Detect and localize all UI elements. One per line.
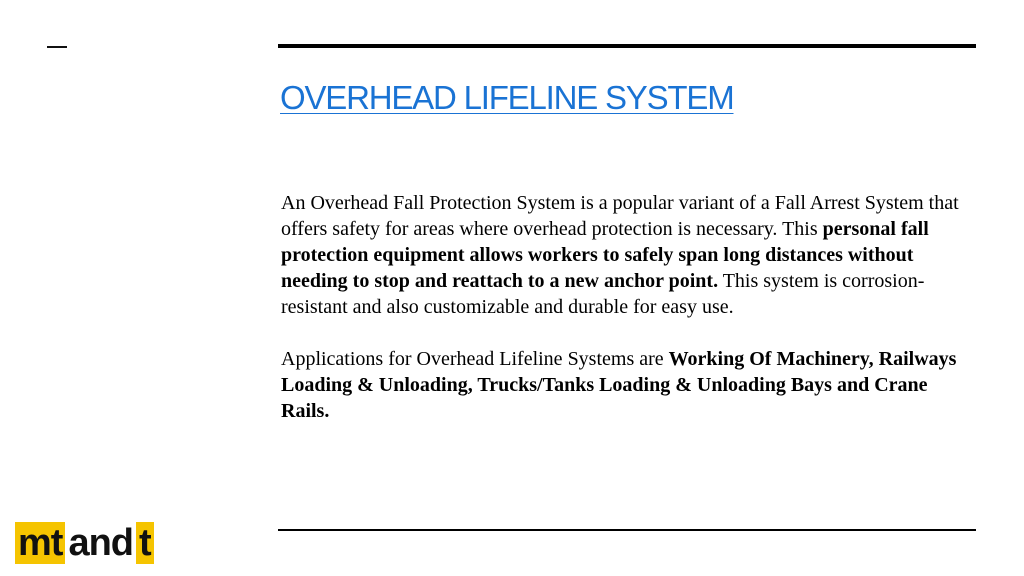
- slide-dash-mark: [47, 46, 67, 48]
- logo-part-mt: mt: [15, 522, 65, 564]
- slide-title: OVERHEAD LIFELINE SYSTEM: [280, 79, 734, 116]
- applications-paragraph: [281, 346, 971, 424]
- top-divider: [278, 44, 976, 48]
- description-paragraph: [281, 190, 971, 320]
- applications-list: Working Of Machinery, Railways Loading & Unloading, Trucks/Tanks Loading & Unloading Bays and Crane Rails.: [281, 348, 957, 422]
- slide-body: [281, 190, 971, 424]
- logo-part-and: and: [65, 522, 136, 564]
- description-outro: This system is corrosion-resistant and also customizable and durable for easy use.: [281, 270, 925, 318]
- logo-part-t: t: [136, 522, 154, 564]
- description-intro: An Overhead Fall Protection System is a popular variant of a Fall Arrest System that offers safety for areas where overhead protection is necessary. This: [281, 192, 959, 240]
- applications-intro: Applications for Overhead Lifeline Systems are: [281, 348, 669, 370]
- description-highlight: personal fall protection equipment allows workers to safely span long distances without needing to stop and reattach to a new anchor point.: [281, 218, 929, 292]
- bottom-divider: [278, 529, 976, 531]
- mtandt-logo: [15, 522, 154, 564]
